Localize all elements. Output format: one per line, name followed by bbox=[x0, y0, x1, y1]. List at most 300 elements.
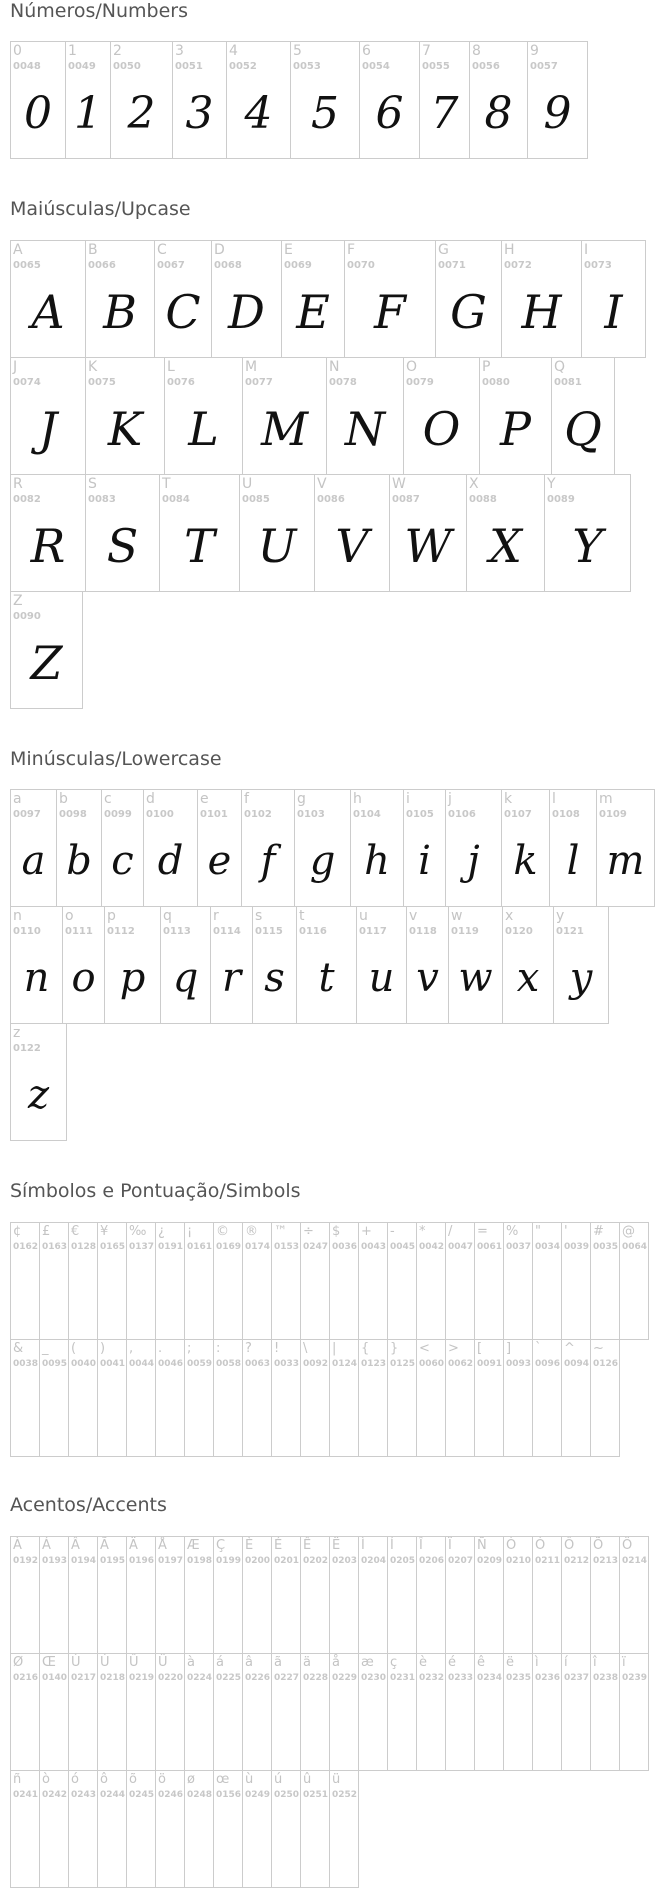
glyph-code-label: 0034 bbox=[535, 1242, 561, 1252]
glyph-sample: f bbox=[260, 838, 276, 884]
glyph-code-label: 0053 bbox=[293, 61, 321, 72]
glyph-code-label: 0234 bbox=[477, 1673, 503, 1683]
glyph-character-label: n bbox=[13, 908, 22, 924]
glyph-code-label: 0071 bbox=[438, 260, 466, 271]
glyph-cell bbox=[479, 357, 552, 475]
glyph-character-label: Ô bbox=[564, 1538, 575, 1553]
glyph-code-label: 0105 bbox=[406, 809, 434, 820]
glyph-character-label: Ã bbox=[100, 1538, 109, 1553]
glyph-cell bbox=[503, 1222, 533, 1340]
glyph-cell bbox=[581, 240, 646, 358]
glyph-code-label: 0069 bbox=[284, 260, 312, 271]
glyph-cell bbox=[501, 789, 550, 907]
glyph-cell bbox=[10, 357, 86, 475]
glyph-character-label: P bbox=[482, 359, 491, 375]
glyph-code-label: 0104 bbox=[353, 809, 381, 820]
glyph-cell bbox=[350, 789, 404, 907]
glyph-character-label: Û bbox=[129, 1655, 139, 1670]
glyph-cell bbox=[358, 1222, 388, 1340]
glyph-character-label: V bbox=[317, 476, 327, 492]
glyph-cell bbox=[252, 906, 297, 1024]
glyph-character-label: Ù bbox=[71, 1655, 81, 1670]
glyph-code-label: 0117 bbox=[359, 926, 387, 937]
glyph-character-label: o bbox=[65, 908, 74, 924]
glyph-code-label: 0248 bbox=[187, 1790, 213, 1800]
glyph-character-label: c bbox=[104, 791, 112, 807]
glyph-character-label: U bbox=[242, 476, 253, 492]
glyph-character-label: ¢ bbox=[13, 1224, 22, 1239]
glyph-code-label: 0236 bbox=[535, 1673, 561, 1683]
glyph-cell bbox=[503, 1536, 533, 1654]
glyph-cell bbox=[97, 1222, 127, 1340]
glyph-character-label: F bbox=[347, 242, 356, 258]
glyph-code-label: 0207 bbox=[448, 1556, 474, 1566]
glyph-character-label: € bbox=[71, 1224, 80, 1239]
glyph-code-label: 0165 bbox=[100, 1242, 126, 1252]
glyph-code-label: 0045 bbox=[390, 1242, 416, 1252]
glyph-code-label: 0062 bbox=[448, 1359, 474, 1369]
glyph-sample: 3 bbox=[185, 87, 214, 139]
glyph-cell bbox=[326, 357, 404, 475]
glyph-cell bbox=[110, 41, 173, 159]
glyph-cell bbox=[155, 1770, 185, 1888]
glyph-cell bbox=[213, 1222, 243, 1340]
glyph-code-label: 0095 bbox=[42, 1359, 68, 1369]
glyph-code-label: 0114 bbox=[213, 926, 241, 937]
glyph-cell bbox=[10, 1653, 40, 1771]
glyph-character-label: i bbox=[406, 791, 410, 807]
glyph-cell bbox=[10, 591, 83, 709]
glyph-cell bbox=[387, 1653, 417, 1771]
glyph-code-label: 0050 bbox=[113, 61, 141, 72]
glyph-character-label: @ bbox=[622, 1224, 635, 1239]
glyph-code-label: 0205 bbox=[390, 1556, 416, 1566]
glyph-cell bbox=[590, 1222, 620, 1340]
glyph-code-label: 0108 bbox=[552, 809, 580, 820]
glyph-cell bbox=[300, 1222, 330, 1340]
glyph-character-label: > bbox=[448, 1341, 459, 1356]
glyph-cell bbox=[445, 1222, 475, 1340]
glyph-cell bbox=[532, 1222, 562, 1340]
glyph-sample: r bbox=[221, 955, 242, 1001]
glyph-cell bbox=[97, 1536, 127, 1654]
numbers-section-title: Números/Numbers bbox=[10, 0, 188, 22]
glyph-sample: Z bbox=[30, 636, 63, 690]
glyph-cell bbox=[619, 1536, 649, 1654]
glyph-character-label: { bbox=[361, 1341, 370, 1356]
glyph-sample: L bbox=[188, 402, 219, 456]
glyph-cell bbox=[126, 1536, 156, 1654]
glyph-character-label: £ bbox=[42, 1224, 51, 1239]
glyph-character-label: d bbox=[146, 791, 155, 807]
glyph-cell bbox=[561, 1222, 591, 1340]
glyph-cell bbox=[39, 1222, 69, 1340]
glyph-sample: K bbox=[107, 402, 143, 456]
glyph-cell bbox=[356, 906, 407, 1024]
glyph-character-label: m bbox=[599, 791, 613, 807]
glyph-code-label: 0123 bbox=[361, 1359, 387, 1369]
glyph-code-label: 0103 bbox=[297, 809, 325, 820]
glyph-character-label: M bbox=[245, 359, 258, 375]
glyph-cell bbox=[97, 1770, 127, 1888]
glyph-cell bbox=[126, 1770, 156, 1888]
glyph-cell bbox=[126, 1222, 156, 1340]
glyph-character-label: r bbox=[213, 908, 219, 924]
glyph-character-label: W bbox=[392, 476, 406, 492]
glyph-character-label: ä bbox=[303, 1655, 311, 1670]
glyph-cell bbox=[344, 240, 436, 358]
glyph-character-label: * bbox=[419, 1224, 426, 1239]
glyph-cell bbox=[389, 474, 467, 592]
glyph-code-label: 0203 bbox=[332, 1556, 358, 1566]
glyph-cell bbox=[445, 1653, 475, 1771]
glyph-cell bbox=[242, 1222, 272, 1340]
glyph-cell bbox=[474, 1339, 504, 1457]
glyph-code-label: 0066 bbox=[88, 260, 116, 271]
glyph-code-label: 0192 bbox=[13, 1556, 39, 1566]
glyph-sample: k bbox=[513, 838, 538, 884]
glyph-code-label: 0161 bbox=[187, 1242, 213, 1252]
glyph-character-label: ( bbox=[71, 1341, 77, 1356]
glyph-character-label: å bbox=[332, 1655, 340, 1670]
glyph-code-label: 0046 bbox=[158, 1359, 184, 1369]
glyph-code-label: 0249 bbox=[245, 1790, 271, 1800]
glyph-character-label: â bbox=[245, 1655, 253, 1670]
glyph-cell bbox=[184, 1222, 214, 1340]
glyph-character-label: w bbox=[451, 908, 463, 924]
glyph-code-label: 0217 bbox=[71, 1673, 97, 1683]
glyph-character-label: 3 bbox=[175, 43, 184, 59]
glyph-cell bbox=[358, 1653, 388, 1771]
glyph-cell bbox=[155, 1536, 185, 1654]
glyph-sample: n bbox=[23, 955, 50, 1001]
glyph-code-label: 0194 bbox=[71, 1556, 97, 1566]
glyph-code-label: 0251 bbox=[303, 1790, 329, 1800]
glyph-cell bbox=[329, 1222, 359, 1340]
glyph-cell bbox=[242, 1339, 272, 1457]
glyph-code-label: 0124 bbox=[332, 1359, 358, 1369]
glyph-code-label: 0224 bbox=[187, 1673, 213, 1683]
glyph-cell bbox=[184, 1339, 214, 1457]
glyph-character-label: Á bbox=[42, 1538, 51, 1553]
glyph-code-label: 0068 bbox=[214, 260, 242, 271]
glyph-sample: J bbox=[38, 402, 58, 456]
glyph-cell bbox=[469, 41, 528, 159]
glyph-character-label: D bbox=[214, 242, 225, 258]
glyph-cell bbox=[314, 474, 390, 592]
glyph-sample: A bbox=[31, 285, 65, 339]
glyph-code-label: 0200 bbox=[245, 1556, 271, 1566]
glyph-cell bbox=[501, 240, 582, 358]
glyph-code-label: 0213 bbox=[593, 1556, 619, 1566]
glyph-character-label: < bbox=[419, 1341, 430, 1356]
glyph-character-label: Ñ bbox=[477, 1538, 487, 1553]
glyph-character-label: \ bbox=[303, 1341, 308, 1356]
glyph-character-label: È bbox=[245, 1538, 254, 1553]
glyph-character-label: ) bbox=[100, 1341, 106, 1356]
glyph-code-label: 0242 bbox=[42, 1790, 68, 1800]
glyph-code-label: 0078 bbox=[329, 377, 357, 388]
glyph-cell bbox=[387, 1222, 417, 1340]
glyph-cell bbox=[271, 1770, 301, 1888]
glyph-cell bbox=[154, 240, 212, 358]
glyph-character-label: q bbox=[163, 908, 172, 924]
glyph-cell bbox=[359, 41, 420, 159]
glyph-code-label: 0115 bbox=[255, 926, 283, 937]
glyph-code-label: 0109 bbox=[599, 809, 627, 820]
glyph-character-label: Ê bbox=[303, 1538, 312, 1553]
glyph-character-label: 6 bbox=[362, 43, 371, 59]
glyph-sample: R bbox=[30, 519, 66, 573]
glyph-cell bbox=[416, 1339, 446, 1457]
glyph-code-label: 0112 bbox=[107, 926, 135, 937]
glyph-cell bbox=[242, 1536, 272, 1654]
glyph-character-label: œ bbox=[216, 1772, 230, 1787]
glyph-cell bbox=[290, 41, 360, 159]
glyph-sample: q bbox=[172, 955, 199, 1001]
glyph-sample: o bbox=[71, 955, 96, 1001]
glyph-character-label: ü bbox=[332, 1772, 341, 1787]
glyph-character-label: % bbox=[506, 1224, 519, 1239]
glyph-character-label: : bbox=[216, 1341, 221, 1356]
glyph-cell bbox=[503, 1653, 533, 1771]
glyph-cell bbox=[10, 906, 63, 1024]
glyph-character-label: ? bbox=[245, 1341, 252, 1356]
glyph-code-label: 0229 bbox=[332, 1673, 358, 1683]
glyph-character-label: R bbox=[13, 476, 23, 492]
glyph-cell bbox=[281, 240, 345, 358]
glyph-code-label: 0107 bbox=[504, 809, 532, 820]
glyph-sample: T bbox=[184, 519, 215, 573]
glyph-cell bbox=[39, 1536, 69, 1654]
glyph-cell bbox=[101, 789, 144, 907]
glyph-character-label: ô bbox=[100, 1772, 108, 1787]
glyph-sample: I bbox=[604, 285, 623, 339]
glyph-sample: 6 bbox=[375, 87, 404, 139]
glyph-code-label: 0220 bbox=[158, 1673, 184, 1683]
glyph-code-label: 0195 bbox=[100, 1556, 126, 1566]
lowercase-section-title: Minúsculas/Lowercase bbox=[10, 748, 222, 770]
glyph-cell bbox=[210, 906, 253, 1024]
glyph-code-label: 0070 bbox=[347, 260, 375, 271]
glyph-cell bbox=[551, 357, 615, 475]
glyph-character-label: I bbox=[584, 242, 589, 258]
glyph-code-label: 0081 bbox=[554, 377, 582, 388]
glyph-sample: x bbox=[516, 955, 540, 1001]
glyph-cell bbox=[435, 240, 502, 358]
glyph-character-label: O bbox=[406, 359, 418, 375]
glyph-code-label: 0057 bbox=[530, 61, 558, 72]
glyph-character-label: b bbox=[59, 791, 68, 807]
glyph-cell bbox=[406, 906, 449, 1024]
glyph-code-label: 0209 bbox=[477, 1556, 503, 1566]
glyph-cell bbox=[532, 1653, 562, 1771]
glyph-cell bbox=[155, 1339, 185, 1457]
glyph-character-label: ™ bbox=[274, 1224, 287, 1239]
glyph-sample: c bbox=[111, 838, 134, 884]
glyph-character-label: À bbox=[13, 1538, 22, 1553]
glyph-sample: d bbox=[157, 838, 184, 884]
glyph-cell bbox=[329, 1536, 359, 1654]
glyph-cell bbox=[10, 1770, 40, 1888]
glyph-cell bbox=[549, 789, 597, 907]
glyph-code-label: 0102 bbox=[244, 809, 272, 820]
glyph-code-label: 0101 bbox=[200, 809, 228, 820]
glyph-character-label: ' bbox=[564, 1224, 568, 1239]
glyph-character-label: 0 bbox=[13, 43, 22, 59]
symbols-section-title: Símbolos e Pontuação/Simbols bbox=[10, 1180, 301, 1202]
glyph-character-label: ì bbox=[535, 1655, 539, 1670]
glyph-code-label: 0090 bbox=[13, 611, 41, 622]
glyph-cell bbox=[590, 1536, 620, 1654]
glyph-character-label: - bbox=[390, 1224, 395, 1239]
glyph-sample: M bbox=[260, 402, 309, 456]
glyph-character-label: v bbox=[409, 908, 418, 924]
glyph-code-label: 0072 bbox=[504, 260, 532, 271]
glyph-character-label: Ä bbox=[129, 1538, 138, 1553]
glyph-cell bbox=[242, 1770, 272, 1888]
glyph-code-label: 0245 bbox=[129, 1790, 155, 1800]
glyph-character-label: k bbox=[504, 791, 513, 807]
glyph-character-label: Ø bbox=[13, 1655, 24, 1670]
glyph-cell bbox=[271, 1339, 301, 1457]
glyph-character-label: 5 bbox=[293, 43, 302, 59]
glyph-sample: F bbox=[374, 285, 406, 339]
glyph-code-label: 0243 bbox=[71, 1790, 97, 1800]
glyph-sample: y bbox=[569, 955, 593, 1001]
glyph-code-label: 0169 bbox=[216, 1242, 242, 1252]
glyph-sample: t bbox=[318, 955, 335, 1001]
glyph-character-label: X bbox=[469, 476, 479, 492]
glyph-code-label: 0060 bbox=[419, 1359, 445, 1369]
glyph-cell bbox=[329, 1653, 359, 1771]
glyph-code-label: 0087 bbox=[392, 494, 420, 505]
glyph-code-label: 0125 bbox=[390, 1359, 416, 1369]
glyph-cell bbox=[10, 1339, 40, 1457]
glyph-cell bbox=[164, 357, 243, 475]
glyph-cell bbox=[97, 1653, 127, 1771]
glyph-cell bbox=[65, 41, 111, 159]
glyph-code-label: 0153 bbox=[274, 1242, 300, 1252]
glyph-code-label: 0051 bbox=[175, 61, 203, 72]
glyph-cell bbox=[466, 474, 545, 592]
glyph-character-label: û bbox=[303, 1772, 312, 1787]
glyph-code-label: 0233 bbox=[448, 1673, 474, 1683]
glyph-cell bbox=[62, 906, 105, 1024]
glyph-character-label: L bbox=[167, 359, 175, 375]
glyph-character-label: + bbox=[361, 1224, 372, 1239]
glyph-sample: Y bbox=[572, 519, 603, 573]
glyph-code-label: 0110 bbox=[13, 926, 41, 937]
glyph-code-label: 0067 bbox=[157, 260, 185, 271]
glyph-character-label: t bbox=[299, 908, 305, 924]
glyph-character-label: H bbox=[504, 242, 515, 258]
glyph-cell bbox=[85, 357, 165, 475]
glyph-character-label: ú bbox=[274, 1772, 283, 1787]
glyph-code-label: 0204 bbox=[361, 1556, 387, 1566]
glyph-character-label: ï bbox=[622, 1655, 626, 1670]
glyph-code-label: 0162 bbox=[13, 1242, 39, 1252]
glyph-character-label: ; bbox=[187, 1341, 192, 1356]
glyph-sample: X bbox=[489, 519, 522, 573]
glyph-character-label: ø bbox=[187, 1772, 195, 1787]
glyph-code-label: 0210 bbox=[506, 1556, 532, 1566]
glyph-code-label: 0096 bbox=[535, 1359, 561, 1369]
glyph-sample: w bbox=[458, 955, 493, 1001]
glyph-code-label: 0140 bbox=[42, 1673, 68, 1683]
glyph-cell bbox=[56, 789, 102, 907]
glyph-character-label: , bbox=[129, 1341, 134, 1356]
glyph-cell bbox=[561, 1339, 591, 1457]
glyph-character-label: N bbox=[329, 359, 340, 375]
glyph-cell bbox=[387, 1339, 417, 1457]
glyph-code-label: 0226 bbox=[245, 1673, 271, 1683]
glyph-cell bbox=[448, 906, 503, 1024]
glyph-cell bbox=[213, 1536, 243, 1654]
glyph-cell bbox=[300, 1339, 330, 1457]
glyph-code-label: 0047 bbox=[448, 1242, 474, 1252]
glyph-character-label: T bbox=[162, 476, 171, 492]
glyph-character-label: 7 bbox=[422, 43, 431, 59]
glyph-code-label: 0083 bbox=[88, 494, 116, 505]
glyph-character-label: | bbox=[332, 1341, 337, 1356]
glyph-character-label: & bbox=[13, 1341, 24, 1356]
glyph-code-label: 0238 bbox=[593, 1673, 619, 1683]
glyph-character-label: [ bbox=[477, 1341, 483, 1356]
glyph-cell bbox=[619, 1222, 649, 1340]
glyph-code-label: 0040 bbox=[71, 1359, 97, 1369]
glyph-code-label: 0235 bbox=[506, 1673, 532, 1683]
glyph-sample: B bbox=[103, 285, 137, 339]
glyph-sample: m bbox=[606, 838, 645, 884]
glyph-cell bbox=[143, 789, 198, 907]
glyph-cell bbox=[271, 1536, 301, 1654]
glyph-sample: i bbox=[418, 838, 431, 884]
glyph-code-label: 0043 bbox=[361, 1242, 387, 1252]
glyph-cell bbox=[445, 1536, 475, 1654]
glyph-character-label: f bbox=[244, 791, 249, 807]
glyph-cell bbox=[300, 1536, 330, 1654]
glyph-sample: p bbox=[119, 955, 146, 1001]
glyph-code-label: 0228 bbox=[303, 1673, 329, 1683]
glyph-sample: z bbox=[27, 1072, 50, 1118]
glyph-character-label: æ bbox=[361, 1655, 374, 1670]
glyph-character-label: z bbox=[13, 1025, 21, 1041]
glyph-cell bbox=[300, 1653, 330, 1771]
glyph-code-label: 0156 bbox=[216, 1790, 242, 1800]
glyph-character-label: J bbox=[13, 359, 18, 375]
glyph-character-label: © bbox=[216, 1224, 229, 1239]
glyph-character-label: K bbox=[88, 359, 98, 375]
glyph-character-label: a bbox=[13, 791, 22, 807]
glyph-sample: E bbox=[296, 285, 330, 339]
glyph-code-label: 0191 bbox=[158, 1242, 184, 1252]
glyph-cell bbox=[590, 1653, 620, 1771]
glyph-character-label: ^ bbox=[564, 1341, 575, 1356]
glyph-code-label: 0197 bbox=[158, 1556, 184, 1566]
glyph-code-label: 0218 bbox=[100, 1673, 126, 1683]
glyph-code-label: 0041 bbox=[100, 1359, 126, 1369]
glyph-character-label: ÷ bbox=[303, 1224, 314, 1239]
glyph-cell bbox=[387, 1536, 417, 1654]
glyph-code-label: 0227 bbox=[274, 1673, 300, 1683]
glyph-cell bbox=[68, 1770, 98, 1888]
glyph-code-label: 0118 bbox=[409, 926, 437, 937]
glyph-code-label: 0075 bbox=[88, 377, 116, 388]
glyph-code-label: 0089 bbox=[547, 494, 575, 505]
glyph-code-label: 0119 bbox=[451, 926, 479, 937]
glyph-code-label: 0231 bbox=[390, 1673, 416, 1683]
